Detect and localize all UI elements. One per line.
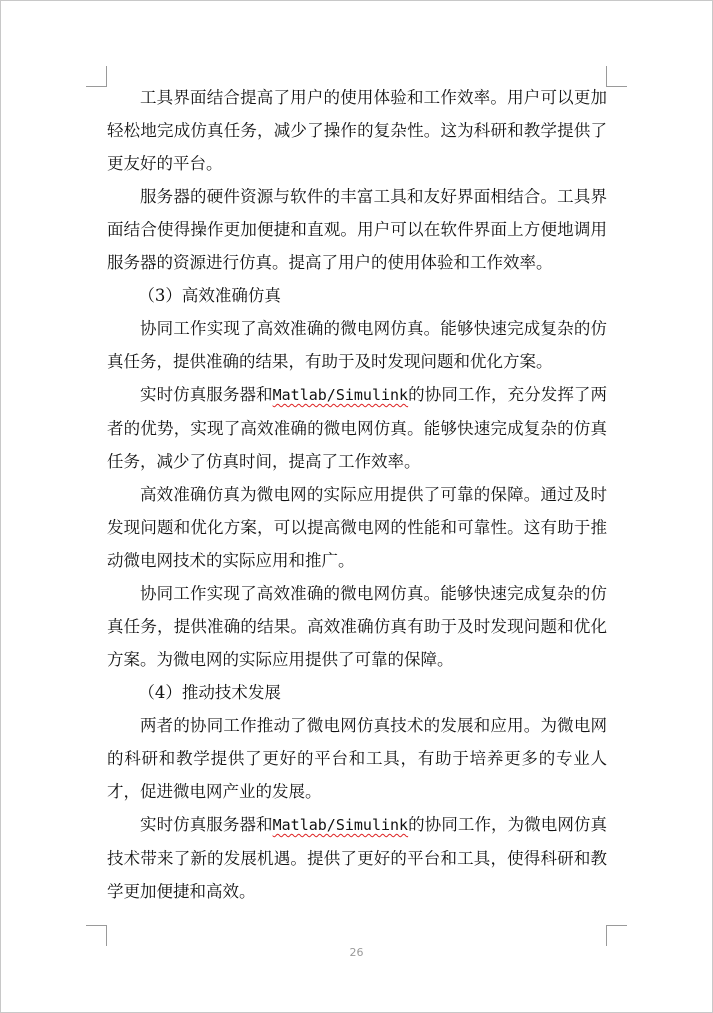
- paragraph: 协同工作实现了高效准确的微电网仿真。能够快速完成复杂的仿真任务，提供准确的结果。高效准确仿真有助于及时发现问题和优化方案。为微电网的实际应用提供了可靠的保障。: [107, 584, 607, 669]
- paragraph-text: 的协同工作，充分发挥了两者的优势，实现了高效准确的微电网仿真。能够快速完成复杂的仿真任务，减少了仿真时间，提高了工作效率。: [107, 385, 608, 471]
- paragraph: [107, 378, 607, 478]
- paragraph: 两者的协同工作推动了微电网仿真技术的发展和应用。为微电网的科研和教学提供了更好的平台和工具，有助于培养更多的专业人才，促进微电网产业的发展。: [107, 716, 607, 801]
- document-body: [107, 81, 607, 908]
- section-heading: （4）推动技术发展: [138, 683, 281, 702]
- paragraph: 服务器的硬件资源与软件的丰富工具和友好界面相结合。工具界面结合使得操作更加便捷和直观。用户可以在软件界面上方便地调用服务器的资源进行仿真。提高了用户的使用体验和工作效率。: [107, 187, 607, 272]
- paragraph-text: 的协同工作，为微电网仿真技术带来了新的发展机遇。提供了更好的平台和工具，使得科研和教学更加便捷和高效。: [107, 815, 608, 901]
- paragraph: [107, 808, 607, 908]
- crop-mark-top-left: [86, 66, 107, 87]
- crop-mark-bottom-right: [606, 925, 627, 946]
- paragraph: 工具界面结合提高了用户的使用体验和工作效率。用户可以更加轻松地完成仿真任务，减少了操作的复杂性。这为科研和教学提供了更友好的平台。: [107, 88, 607, 173]
- paragraph-text: 实时仿真服务器和: [140, 385, 273, 404]
- spellcheck-flagged-term: Matlab/Simulink: [272, 386, 409, 404]
- crop-mark-bottom-left: [86, 925, 107, 946]
- paragraph-text: 实时仿真服务器和: [140, 815, 273, 834]
- section-heading: （3）高效准确仿真: [138, 286, 281, 305]
- page-number: 26: [349, 946, 364, 959]
- paragraph: 协同工作实现了高效准确的微电网仿真。能够快速完成复杂的仿真任务，提供准确的结果，有助于及时发现问题和优化方案。: [107, 319, 607, 371]
- paragraph: 高效准确仿真为微电网的实际应用提供了可靠的保障。通过及时发现问题和优化方案，可以提高微电网的性能和可靠性。这有助于推动微电网技术的实际应用和推广。: [107, 485, 607, 570]
- crop-mark-top-right: [606, 66, 627, 87]
- spellcheck-flagged-term: Matlab/Simulink: [272, 816, 409, 834]
